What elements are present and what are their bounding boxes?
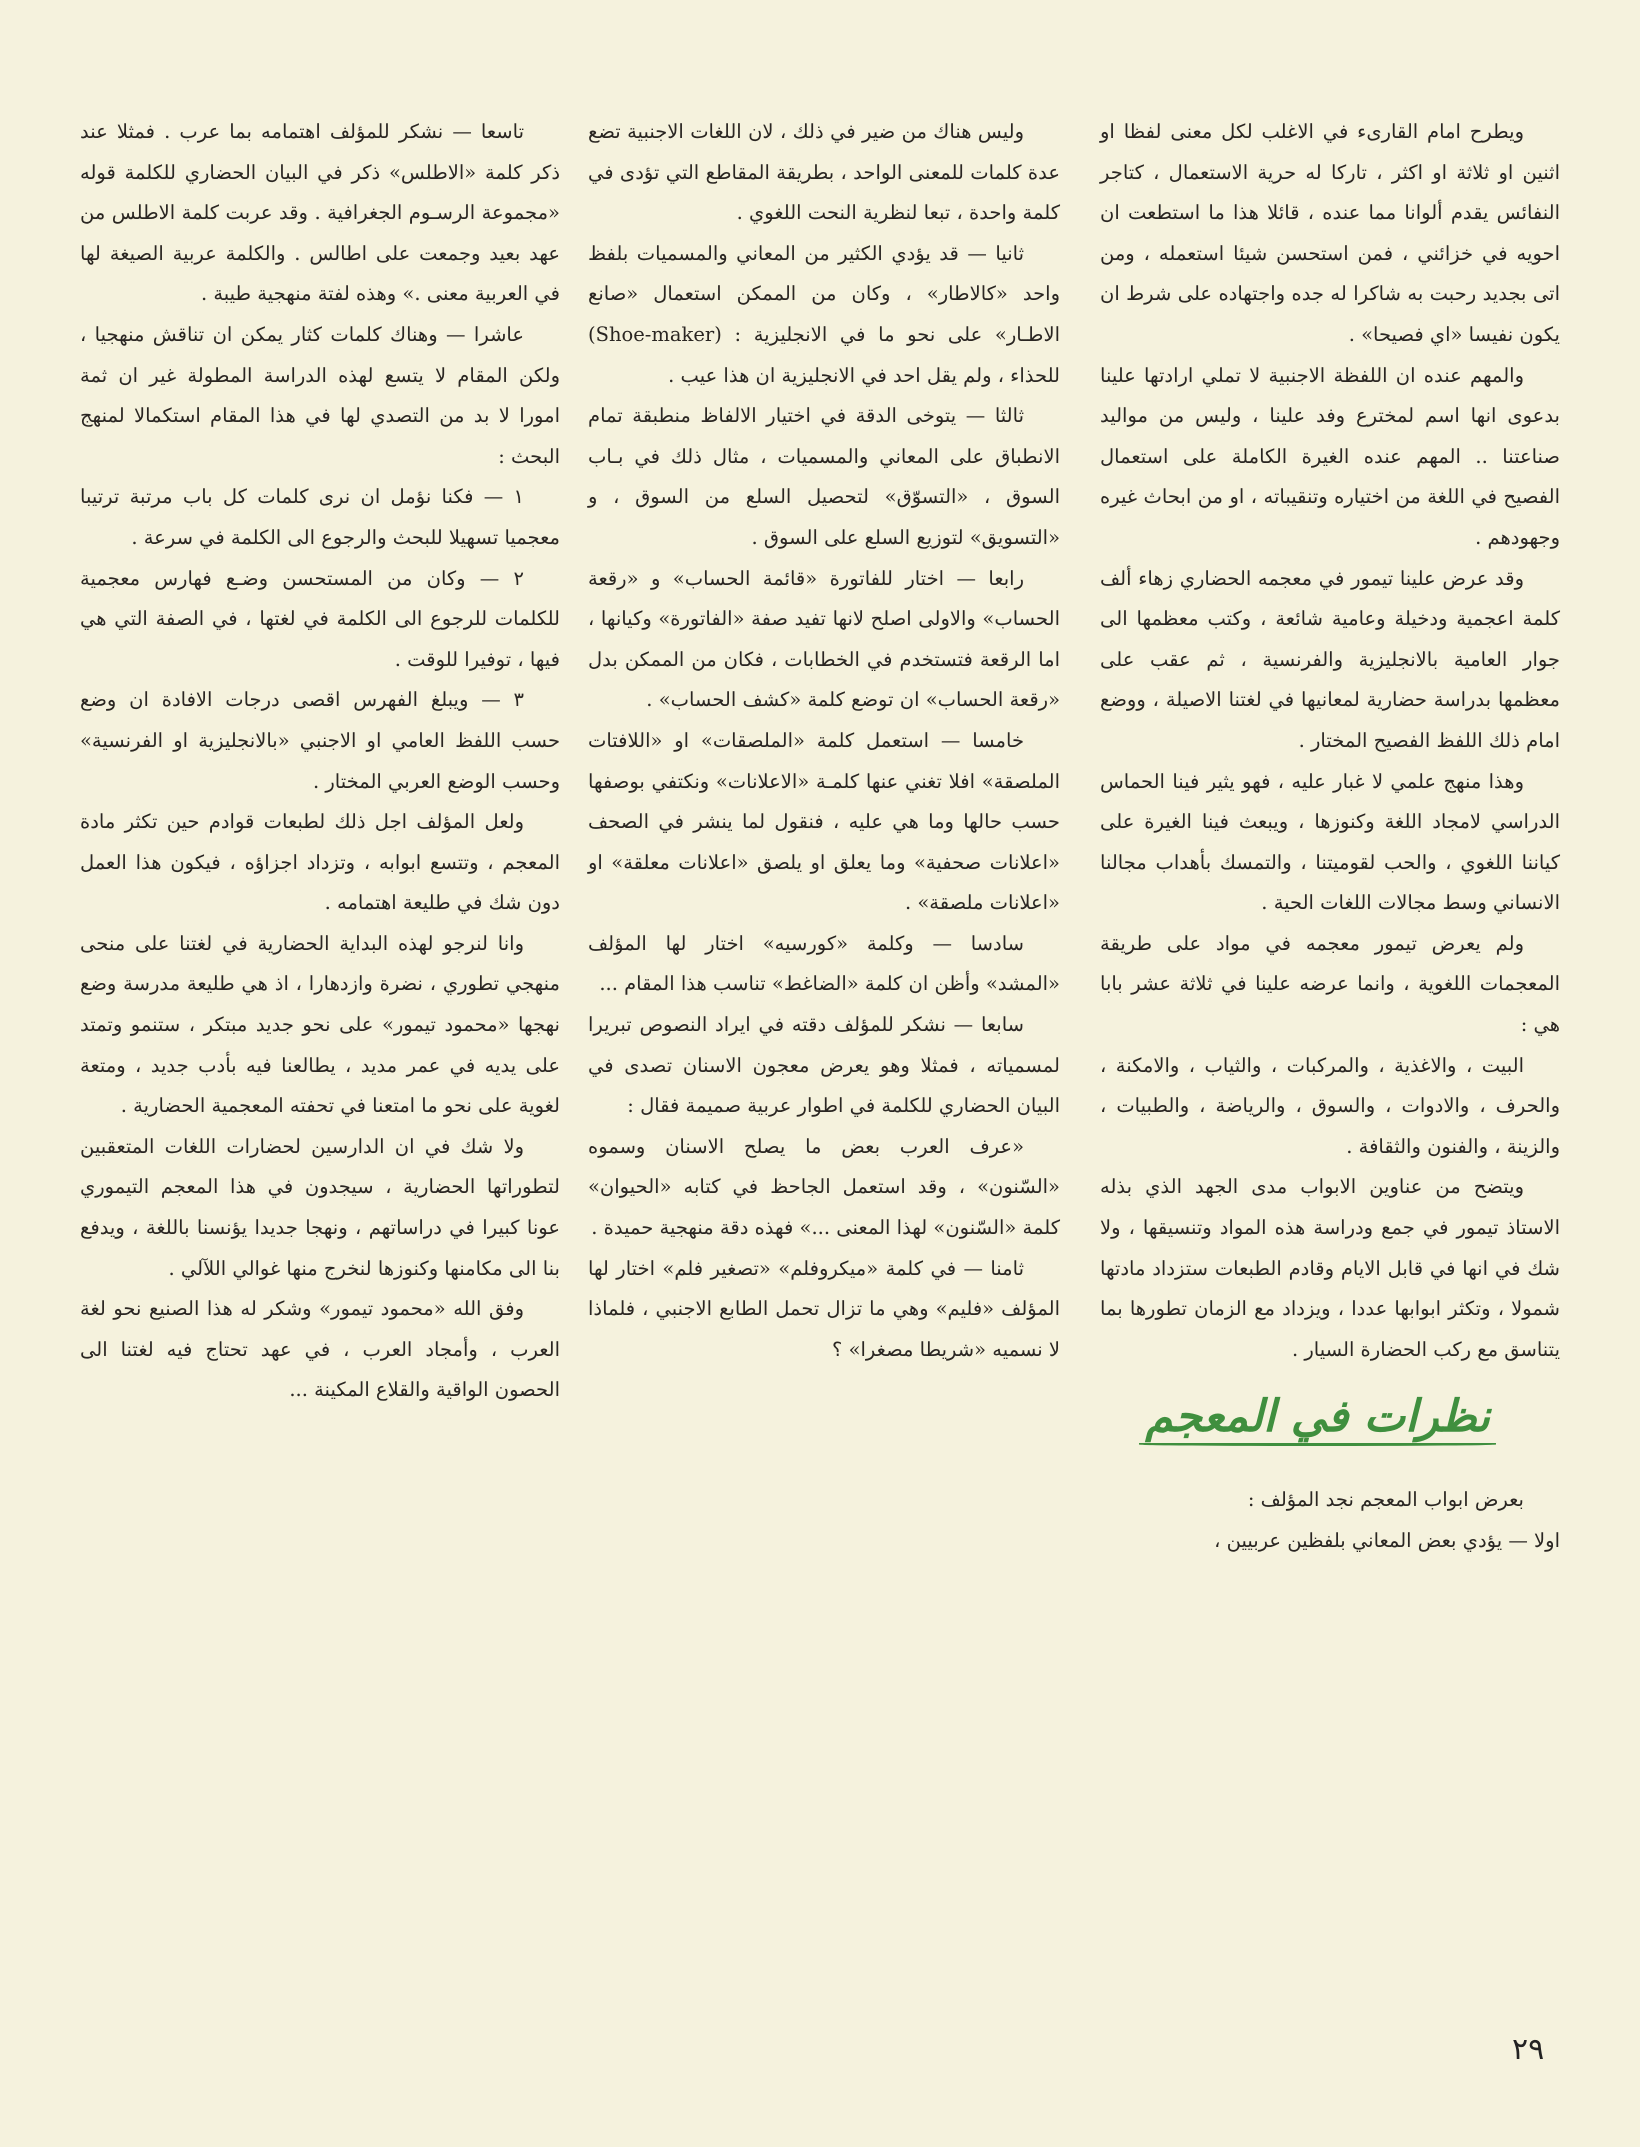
column-middle — [588, 112, 1060, 2012]
paragraph: ١ — فكنا نؤمل ان نرى كلمات كل باب مرتبة ترتيبا معجميا تسهيلا للبحث والرجوع الى الكلمة في سرعة . — [80, 485, 560, 549]
paragraph: ثالثا — يتوخى الدقة في اختيار الالفاظ منطبقة تمام الانطباق على المعاني والمسميات ، مثال ذلك في بـاب السوق ، «التسوّق» لتحصيل السلع من السوق ، و «التسويق» لتوزيع السلع على السوق . — [588, 404, 1060, 549]
paragraph: رابعا — اختار للفاتورة «قائمة الحساب» و «رقعة الحساب» والاولى اصلح لانها تفيد صفة «الفاتورة» وكيانها ، اما الرقعة فتستخدم في الخطابات ، فكان من الممكن بدل «رقعة الحساب» ان توضع كلمة «كشف الحساب» . — [588, 566, 1060, 712]
column-right — [1100, 112, 1560, 2012]
column-left — [80, 112, 560, 2012]
paragraph: ٢ — وكان من المستحسن وضـع فهارس معجمية للكلمات للرجوع الى الكلمة في لغتها ، في الصفة التي هي فيها ، توفيرا للوقت . — [80, 566, 560, 671]
paragraph: ولا شك في ان الدارسين لحضارات اللغات المتعقبين لتطوراتها الحضارية ، سيجدون في هذا المعجم التيموري عونا كبيرا في دراساتهم ، ونهجا جديدا يؤنسنا باللغة ، ويدفع بنا الى مكامنها وكنوزها لنخرج منها غوالي اللآلي . — [80, 1134, 560, 1280]
paragraph: بعرض ابواب المعجم نجد المؤلف : — [1247, 1488, 1524, 1512]
paragraph: وليس هناك من ضير في ذلك ، لان اللغات الاجنبية تضع عدة كلمات للمعنى الواحد ، بطريقة المقاطع التي تؤدى في كلمة واحدة ، تبعا لنظرية النحت اللغوي . — [588, 120, 1060, 225]
paragraph: سادسا — وكلمة «كورسيه» اختار لها المؤلف «المشد» وأظن ان كلمة «الضاغط» تناسب هذا المقام ... — [588, 931, 1060, 996]
paragraph: خامسا — استعمل كلمة «الملصقات» او «اللافتات الملصقة» افلا تغني عنها كلمـة «الاعلانات» ونكتفي بوصفها حسب حالها وما هي عليه ، فنقول لما ينشر في الصحف «اعلانات صحفية» وما يعلق او يلصق «اعلانات معلقة» او «اعلانات ملصقة» . — [588, 728, 1060, 915]
paragraph: اولا — يؤدي بعض المعاني بلفظين عربيين ، — [1214, 1529, 1560, 1552]
paragraph: ولم يعرض تيمور معجمه في مواد على طريقة المعجمات اللغوية ، وانما عرضه علينا في ثلاثة عشر بابا هي : — [1100, 931, 1560, 1037]
paragraph: سابعا — نشكر للمؤلف دقته في ايراد النصوص تبريرا لمسمياته ، فمثلا وهو يعرض معجون الاسنان تصدى في البيان الحضاري للكلمة في اطوار عربية صميمة فقال : — [588, 1013, 1060, 1118]
paragraph: ثامنا — في كلمة «ميكروفلم» «تصغير فلم» اختار لها المؤلف «فليم» وهي ما تزال تحمل الطابع الاجنبي ، فلماذا لا نسميه «شريطا مصغرا» ؟ — [588, 1256, 1060, 1361]
paragraph: «عرف العرب بعض ما يصلح الاسنان وسموه «السّنون» ، وقد استعمل الجاحظ في كتابه «الحيوان» كلمة «السّنون» لهذا المعنى ...» فهذه دقة منهجية حميدة . — [588, 1134, 1060, 1240]
paragraph: والمهم عنده ان اللفظة الاجنبية لا تملي ارادتها علينا بدعوى انها اسم لمخترع وفد علينا ، وليس من مواليد صناعتنا .. المهم عنده الغيرة الكاملة على استعمال الفصيح في اللغة من اختياره وتنقيباته ، او من ابحاث غيره وجهودهم . — [1100, 363, 1560, 549]
paragraph: ثانيا — قد يؤدي الكثير من المعاني والمسميات بلفظ واحد «كالاطار» ، وكان من الممكن استعمال «صانع الاطـار» على نحو ما في الانجليزية : (Shoe-maker) للحذاء ، ولم يقل احد في الانجليزية ان هذا عيب . — [588, 241, 1060, 387]
paragraph: تاسعا — نشكر للمؤلف اهتمامه بما عرب . فمثلا عند ذكر كلمة «الاطلس» ذكر في البيان الحضاري للكلمة قوله «مجموعة الرسـوم الجغرافية . وقد عربت كلمة الاطلس من عهد بعيد وجمعت على اطالس . والكلمة عربية الصيغة لها في العربية معنى .» وهذه لفتة منهجية طيبة . — [80, 120, 560, 306]
paragraph: ويتضح من عناوين الابواب مدى الجهد الذي بذله الاستاذ تيمور في جمع ودراسة هذه المواد وتنسيقها ، ولا شك في انها في قابل الايام وقادم الطبعات ستزداد مادتها شمولا ، وتكثر ابوابها عددا ، ويزداد مع الزمان تطورها بما يتناسق مع ركب الحضارة السيار . — [1100, 1175, 1560, 1361]
page-number: ٢٩ — [1512, 2032, 1545, 2067]
paragraph: ولعل المؤلف اجل ذلك لطبعات قوادم حين تكثر مادة المعجم ، وتتسع ابوابه ، وتزداد اجزاؤه ، فيكون هذا العمل دون شك في طليعة اهتمامه . — [80, 810, 560, 915]
paragraph: ويطرح امام القارىء في الاغلب لكل معنى لفظا او اثنين او ثلاثة او اكثر ، تاركا له حرية الاستعمال ، كتاجر النفائس يقدم ألوانا مما عنده ، قائلا هذا ما استطعت ان احويه في خزائني ، فمن استحسن شيئا استعمله ، ومن اتى بجديد رحبت به شاكرا له جده واجتهاده على شرط ان يكون نفيسا «اي فصيحا» . — [1100, 120, 1560, 346]
section-heading-box — [1100, 1370, 1560, 1480]
paragraph: وانا لنرجو لهذه البداية الحضارية في لغتنا على منحى منهجي تطوري ، نضرة وازدهارا ، اذ هي طليعة مدرسة وضع نهجها «محمود تيمور» على نحو جديد مبتكر ، ستنمو وتمتد على يديه في عمر مديد ، يطالعنا فيه بأدب جديد ، ومتعة لغوية على نحو ما امتعنا في تحفته المعجمية الحضارية . — [80, 931, 560, 1118]
section-heading: نظرات في المعجم — [1145, 1391, 1490, 1443]
paragraph: وفق الله «محمود تيمور» وشكر له هذا الصنيع نحو لغة العرب ، وأمجاد العرب ، في عهد تحتاج فيه لغتنا الى الحصون الواقية والقلاع المكينة ... — [80, 1297, 560, 1402]
paragraph: وقد عرض علينا تيمور في معجمه الحضاري زهاء ألف كلمة اعجمية ودخيلة وعامية شائعة ، وكتب معظمها الى جوار العامية بالانجليزية والفرنسية ، ثم عقب على معظمها بدراسة حضارية لمعانيها في لغتنا الاصيلة ، ووضع امام ذلك اللفظ الفصيح المختار . — [1100, 566, 1560, 752]
paragraph: البيت ، والاغذية ، والمركبات ، والثياب ، والامكنة ، والحرف ، والادوات ، والسوق ، والرياضة ، والطبيات ، والزينة ، والفنون والثقافة . — [1100, 1053, 1560, 1158]
paragraph: عاشرا — وهناك كلمات كثار يمكن ان تناقش منهجيا ، ولكن المقام لا يتسع لهذه الدراسة المطولة غير ان ثمة امورا لا بد من التصدي لها في هذا المقام استكمالا لمنهج البحث : — [80, 322, 560, 468]
paragraph: وهذا منهج علمي لا غبار عليه ، فهو يثير فينا الحماس الدراسي لامجاد اللغة وكنوزها ، ويبعث فينا الغيرة على كياننا اللغوي ، والحب لقوميتنا ، والتمسك بأهداب مجالنا الانساني وسط مجالات اللغات الحية . — [1100, 769, 1560, 915]
paragraph: ٣ — ويبلغ الفهرس اقصى درجات الافادة ان وضع حسب اللفظ العامي او الاجنبي «بالانجليزية او الفرنسية» وحسب الوضع العربي المختار . — [80, 688, 560, 793]
